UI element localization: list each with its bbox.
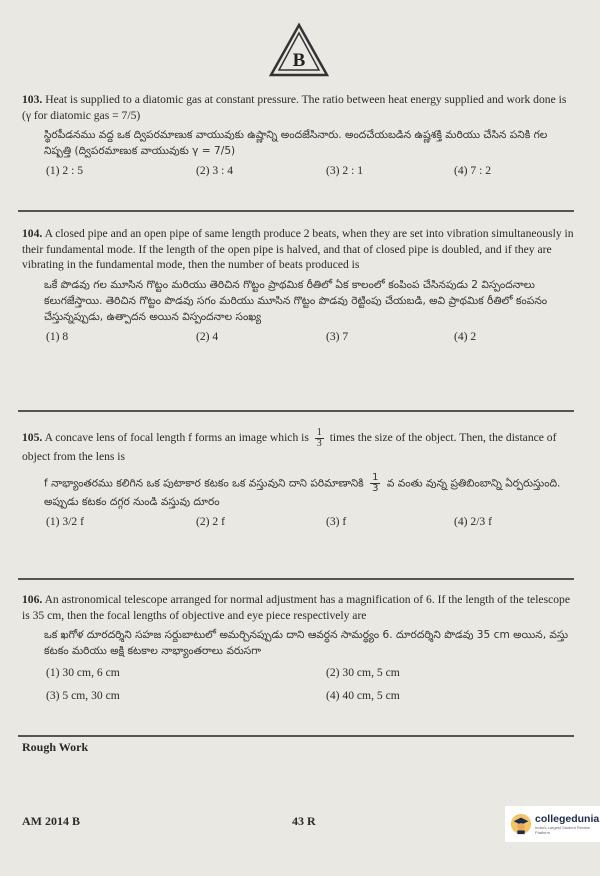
option-3[interactable]: (3) 2 : 1 xyxy=(326,164,364,177)
question-number: 106. xyxy=(22,593,43,606)
option-3[interactable]: (3) 7 xyxy=(326,329,349,343)
question-text-telugu: f నాభ్యాంతరము కలిగిన ఒక పుటాకార కటకం ఒక వస్తువుని దాని పరిమాణానికి $\frac{1}{3}$ వ వంతు వున్న ప్రతిబింబాన్ని ఏర్పరుస్తుంది. అప్పుడు కటకం దగ్గర నుండి వస్తువు దూరం xyxy=(44,471,561,508)
question-106 xyxy=(22,592,577,703)
question-105 xyxy=(22,428,577,529)
question-text: Heat is supplied to a diatomic gas at constant pressure. The ratio between heat energy supplied and work done is (γ for diatomic gas = 7/5) xyxy=(22,93,567,122)
option-2[interactable]: (2) 2 f xyxy=(196,514,225,528)
divider xyxy=(18,410,574,412)
question-number: 105. xyxy=(22,431,43,445)
fraction-one-third: $\frac{1}{3}$ xyxy=(372,471,379,494)
option-3[interactable]: (3) f xyxy=(326,514,347,528)
options-row xyxy=(46,514,577,530)
options-row xyxy=(46,163,577,179)
option-4[interactable]: (4) 2 xyxy=(454,329,477,343)
divider xyxy=(18,578,574,580)
question-103 xyxy=(22,92,577,179)
collegedunia-watermark xyxy=(505,806,600,842)
option-4[interactable]: (4) 7 : 2 xyxy=(454,164,492,177)
option-2[interactable]: (2) 30 cm, 5 cm xyxy=(326,666,400,679)
graduate-icon xyxy=(510,812,532,836)
option-2[interactable]: (2) 3 : 4 xyxy=(196,164,234,177)
question-number: 103. xyxy=(22,93,43,106)
question-104 xyxy=(22,226,577,344)
page-number: 43 R xyxy=(292,814,316,828)
question-text-telugu: ఒకే పొడవు గల మూసిన గొట్టం మరియు తెరిచిన గొట్టం ప్రాథమిక రీతిలో ఏక కాలంలో కంపింప చేసినపుడు 2 విస్పందనాలు కలుగజేస్తాయి. తెరిచిన గొట్టం పొడవు సగం మరియు మూసిన గొట్టం పొడవు రెట్టింపు చేయబడి, అవి ప్రాథమిక రీతిలో కంపనం చేస్తున్నప్పుడు, ఉత్పాదన అయిన విస్పందనాల సంఖ్య xyxy=(44,278,548,323)
brand-tagline: India's Largest Student Review Platform xyxy=(535,825,591,835)
options-row xyxy=(46,329,577,345)
question-text-part1: A concave lens of focal length f forms an image which is xyxy=(44,431,309,445)
divider xyxy=(18,210,574,212)
divider xyxy=(18,735,574,737)
option-2[interactable]: (2) 4 xyxy=(196,329,219,343)
option-4[interactable]: (4) 40 cm, 5 cm xyxy=(326,688,400,702)
question-text-telugu: స్థిరపీడనము వద్ద ఒక ద్విపరమాణుక వాయువుకు ఉష్ణాన్ని అందజేసినారు. అందచేయబడిన ఉష్ణశక్తి మరియు చేసిన పనికి గల నిష్పత్తి (ద్విపరమాణుక వాయువుకు γ = 7/5) xyxy=(44,129,548,157)
option-4[interactable]: (4) 2/3 f xyxy=(454,514,492,528)
question-text-part2: times the size of the object. Then, the distance of object from the lens is xyxy=(22,431,557,463)
question-text: A closed pipe and an open pipe of same length produce 2 beats, when they are set into vibration simultaneously in their fundamental mode. If the length of the open pipe is halved, and that of closed pipe is doubled, and if they are vibrating in the fundamental mode, then the number of beats produced is xyxy=(22,227,574,271)
option-1[interactable]: (1) 3/2 f xyxy=(46,514,84,528)
option-3[interactable]: (3) 5 cm, 30 cm xyxy=(46,688,120,702)
options-grid xyxy=(46,665,577,703)
rough-work-label: Rough Work xyxy=(22,740,89,754)
option-1[interactable]: (1) 30 cm, 6 cm xyxy=(46,666,120,679)
series-b-emblem xyxy=(268,22,330,78)
brand-name: collegedunia xyxy=(535,813,600,825)
fraction-one-third: $\frac{1}{3}$ xyxy=(316,427,322,449)
series-letter: B xyxy=(292,50,306,71)
question-text-telugu: ఒక ఖగోళ దూరదర్శిని సహజ సర్దుబాటులో అమర్చినప్పుడు దాని ఆవర్ధన సామర్థ్యం 6. దూరదర్శిని పొడవు 35 cm అయిన, వస్తు కటకం మరియు అక్షి కటకాల నాభ్యాంతరాలు వరుసగా xyxy=(44,629,569,657)
question-number: 104. xyxy=(22,227,43,240)
option-1[interactable]: (1) 8 xyxy=(46,329,69,343)
option-1[interactable]: (1) 2 : 5 xyxy=(46,164,84,177)
paper-code: AM 2014 B xyxy=(22,814,80,828)
question-text: An astronomical telescope arranged for normal adjustment has a magnification of 6. If the length of the telescope is 35 cm, then the focal lengths of objective and eye piece respectively are xyxy=(22,593,570,622)
